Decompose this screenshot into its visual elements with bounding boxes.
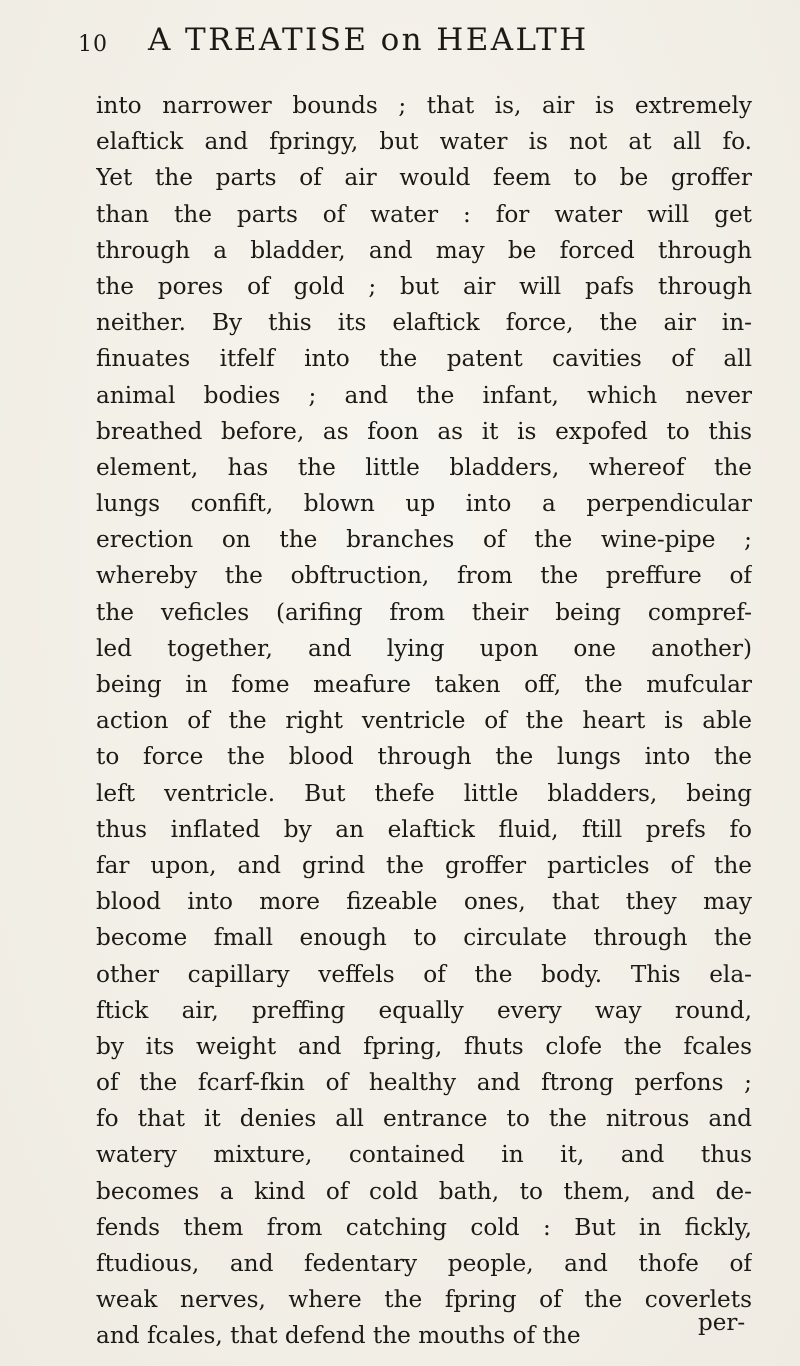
text-line: ftudious, and fedentary people, and thofe of <box>96 1250 752 1277</box>
text-line: become fmall enough to circulate through the <box>96 924 752 952</box>
text-line: elaftick and fpringy, but water is not at all fo. <box>96 128 752 156</box>
text-line: fo that it denies all entrance to the nitrous and <box>96 1105 752 1133</box>
text-line: element, has the little bladders, whereof the <box>96 453 752 481</box>
text-line: finuates itfelf into the patent cavities of all <box>96 345 752 373</box>
text-line: whereby the obftruction, from the preffure of <box>96 562 752 590</box>
text-line: fends them from catching cold : But in fickly, <box>96 1213 752 1241</box>
text-line: far upon, and grind the groffer particles of the <box>96 851 752 879</box>
text-line: ftick air, preffing equally every way round, <box>96 996 752 1024</box>
body-text <box>96 88 752 1355</box>
text-line: thus inflated by an elaftick fluid, ftill prefs fo <box>96 815 752 843</box>
text-line: through a bladder, and may be forced through <box>96 236 752 264</box>
text-line: action of the right ventricle of the heart is able <box>96 707 752 735</box>
text-line: to force the blood through the lungs into the <box>96 743 752 771</box>
text-line: led together, and lying upon one another) <box>96 634 752 662</box>
text-line: becomes a kind of cold bath, to them, and de- <box>96 1177 752 1205</box>
text-line: than the parts of water : for water will get <box>96 200 752 228</box>
text-line: weak nerves, where the fpring of the coverlets <box>96 1286 752 1314</box>
text-line: the pores of gold ; but air will pafs through <box>96 272 752 300</box>
text-line: by its weight and fpring, fhuts clofe the fcales <box>96 1032 752 1060</box>
text-line: being in fome meafure taken off, the mufcular <box>96 671 752 698</box>
text-line: blood into more fizeable ones, that they may <box>96 888 752 916</box>
text-line: of the fcarf-fkin of healthy and ftrong perfons ; <box>96 1069 752 1097</box>
text-line: animal bodies ; and the infant, which never <box>96 381 752 409</box>
text-line: other capillary veffels of the body. This ela- <box>96 960 752 988</box>
text-line: the veficles (arifing from their being compref- <box>96 598 752 626</box>
text-line: left ventricle. But thefe little bladders, being <box>96 779 752 807</box>
text-line: neither. By this its elaftick force, the air in- <box>96 309 752 337</box>
text-line: Yet the parts of air would feem to be groffer <box>96 164 752 192</box>
page-header <box>0 18 800 78</box>
text-line: and fcales, that defend the mouths of the <box>96 1322 581 1350</box>
text-line: watery mixture, contained in it, and thus <box>96 1141 752 1169</box>
catchword: per- <box>698 1310 746 1336</box>
running-head: A TREATISE on HEALTH <box>148 22 589 58</box>
text-line: into narrower bounds ; that is, air is extremely <box>96 92 752 119</box>
page-number: 10 <box>78 32 108 57</box>
text-line: lungs confift, blown up into a perpendicular <box>96 490 752 518</box>
text-line: breathed before, as foon as it is expofed to this <box>96 417 752 445</box>
text-line: erection on the branches of the wine-pipe ; <box>96 526 752 554</box>
